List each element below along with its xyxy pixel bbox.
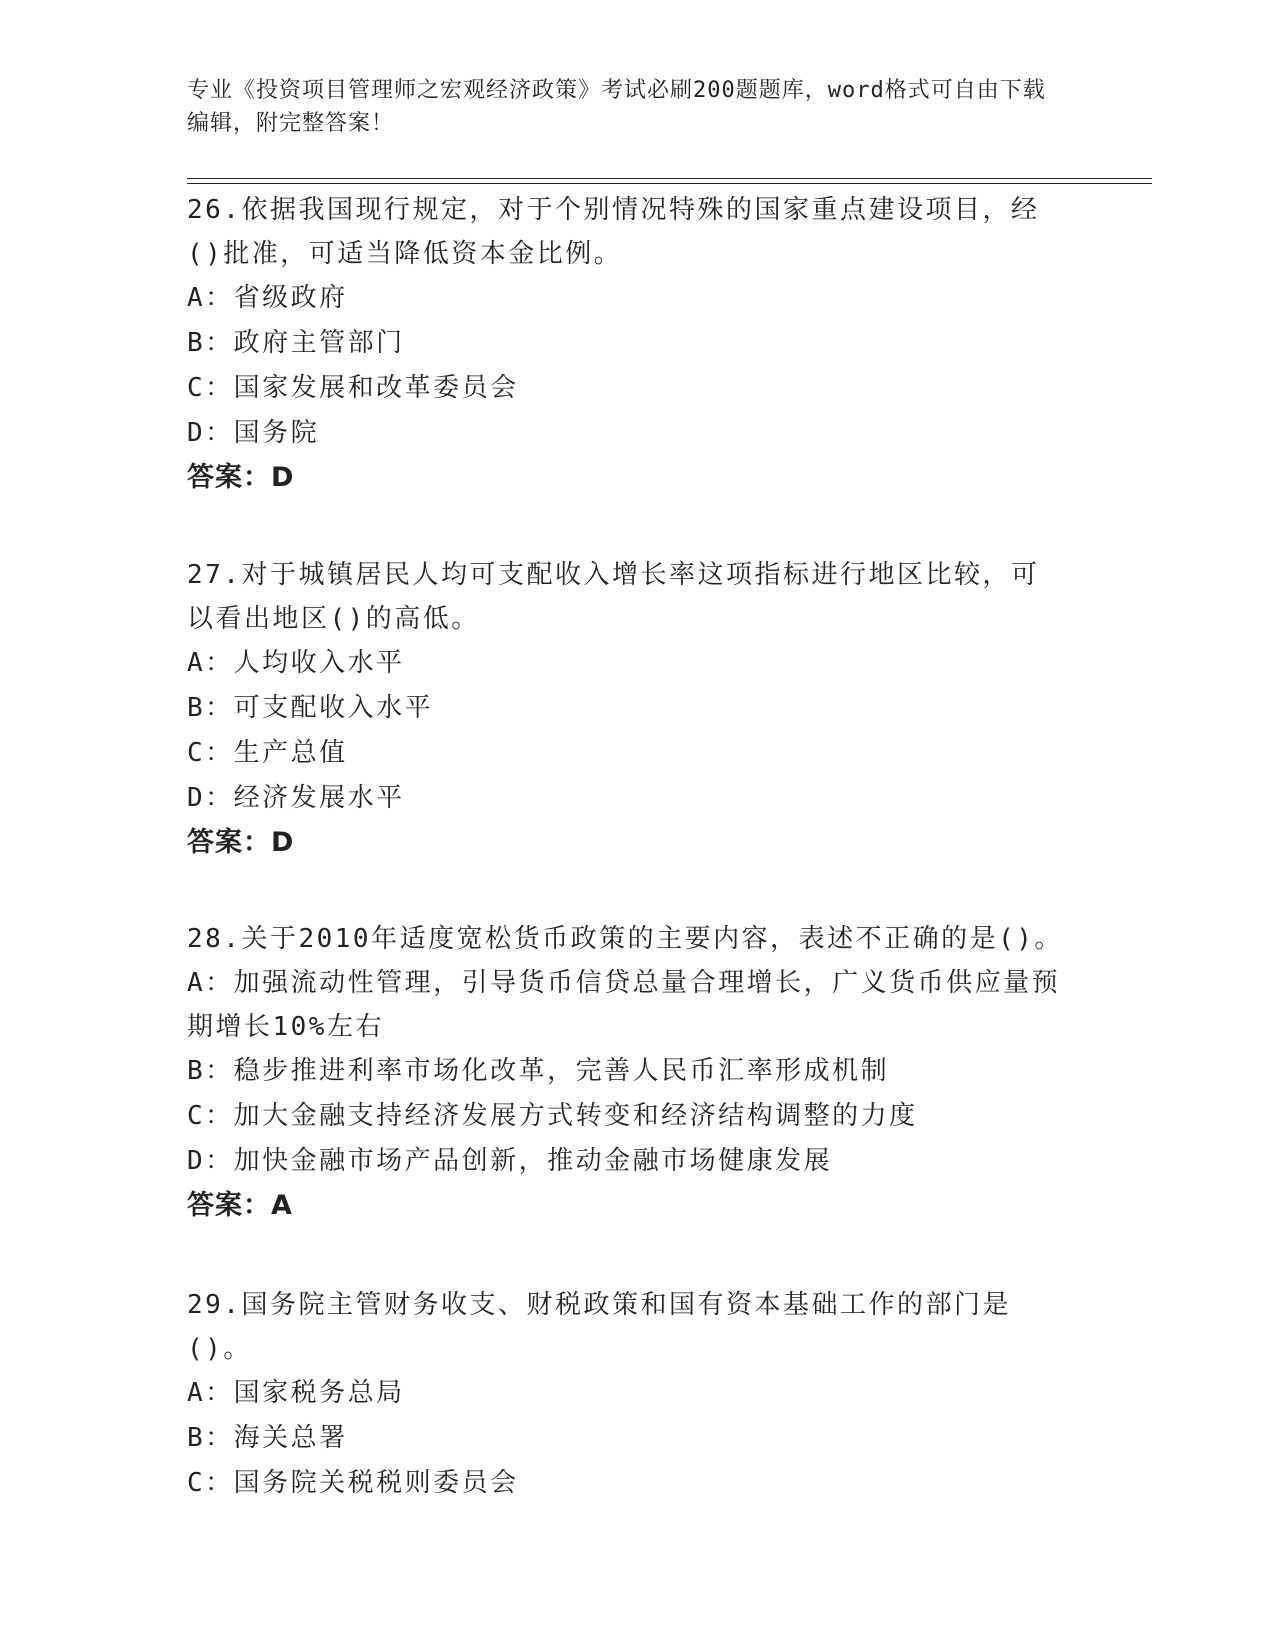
option-c xyxy=(187,731,1067,776)
question-26 xyxy=(187,188,1067,501)
question-stem: 27.对于城镇居民人均可支配收入增长率这项指标进行地区比较，可以看出地区()的高低。 xyxy=(187,560,1040,634)
option-c xyxy=(187,366,1067,411)
option-key: A： xyxy=(187,968,234,998)
option-key: C： xyxy=(187,738,234,768)
option-text: 海关总署 xyxy=(233,1423,348,1453)
option-text: 加强流动性管理，引导货币信贷总量合理增长，广义货币供应量预期增长10%左右 xyxy=(187,968,1061,1042)
option-a xyxy=(187,1371,1067,1416)
option-key: B： xyxy=(187,693,234,723)
question-28 xyxy=(187,917,1067,1229)
option-text: 加快金融市场产品创新，推动金融市场健康发展 xyxy=(233,1146,833,1176)
option-c xyxy=(187,1461,1067,1506)
option-text: 加大金融支持经济发展方式转变和经济结构调整的力度 xyxy=(233,1101,918,1131)
option-text: 人均收入水平 xyxy=(233,648,405,678)
option-d xyxy=(187,411,1067,456)
answer-label: 答案：D xyxy=(187,827,295,858)
header-rule-top xyxy=(187,178,1152,179)
option-key: A： xyxy=(187,648,234,678)
option-text: 生产总值 xyxy=(233,738,348,768)
option-text: 经济发展水平 xyxy=(233,783,405,813)
question-29 xyxy=(187,1283,1067,1506)
question-stem: 29.国务院主管财务收支、财税政策和国有资本基础工作的部门是()。 xyxy=(187,1290,1011,1364)
header-rule-bottom xyxy=(187,183,1152,184)
option-text: 国家税务总局 xyxy=(233,1378,405,1408)
option-b xyxy=(187,1049,1067,1094)
question-27 xyxy=(187,553,1067,866)
option-b xyxy=(187,1416,1067,1461)
option-b xyxy=(187,686,1067,731)
option-d xyxy=(187,1139,1067,1184)
option-key: C： xyxy=(187,1468,234,1498)
answer-label: 答案：D xyxy=(187,462,295,493)
document-header: 专业《投资项目管理师之宏观经济政策》考试必刷200题题库，word格式可自由下载编辑，附完整答案！ xyxy=(187,78,1046,136)
option-a xyxy=(187,961,1067,1049)
question-stem: 28.关于2010年适度宽松货币政策的主要内容，表述不正确的是()。 xyxy=(187,924,1063,954)
option-key: A： xyxy=(187,283,234,313)
option-key: B： xyxy=(187,1423,234,1453)
option-b xyxy=(187,321,1067,366)
option-key: C： xyxy=(187,373,234,403)
option-d xyxy=(187,776,1067,821)
option-text: 国务院 xyxy=(233,418,320,448)
option-key: B： xyxy=(187,1056,234,1086)
option-text: 可支配收入水平 xyxy=(233,693,434,723)
option-key: B： xyxy=(187,328,234,358)
option-text: 国家发展和改革委员会 xyxy=(233,373,519,403)
option-text: 政府主管部门 xyxy=(233,328,405,358)
question-stem: 26.依据我国现行规定，对于个别情况特殊的国家重点建设项目，经()批准，可适当降低资本金比例。 xyxy=(187,195,1040,269)
option-key: A： xyxy=(187,1378,234,1408)
option-text: 省级政府 xyxy=(233,283,348,313)
option-c xyxy=(187,1094,1067,1139)
option-key: C： xyxy=(187,1101,234,1131)
option-text: 国务院关税税则委员会 xyxy=(233,1468,519,1498)
option-key: D： xyxy=(187,783,234,813)
option-text: 稳步推进利率市场化改革，完善人民币汇率形成机制 xyxy=(233,1056,890,1086)
option-key: D： xyxy=(187,1146,234,1176)
option-a xyxy=(187,276,1067,321)
answer-label: 答案：A xyxy=(187,1190,293,1221)
option-a xyxy=(187,641,1067,686)
option-key: D： xyxy=(187,418,234,448)
